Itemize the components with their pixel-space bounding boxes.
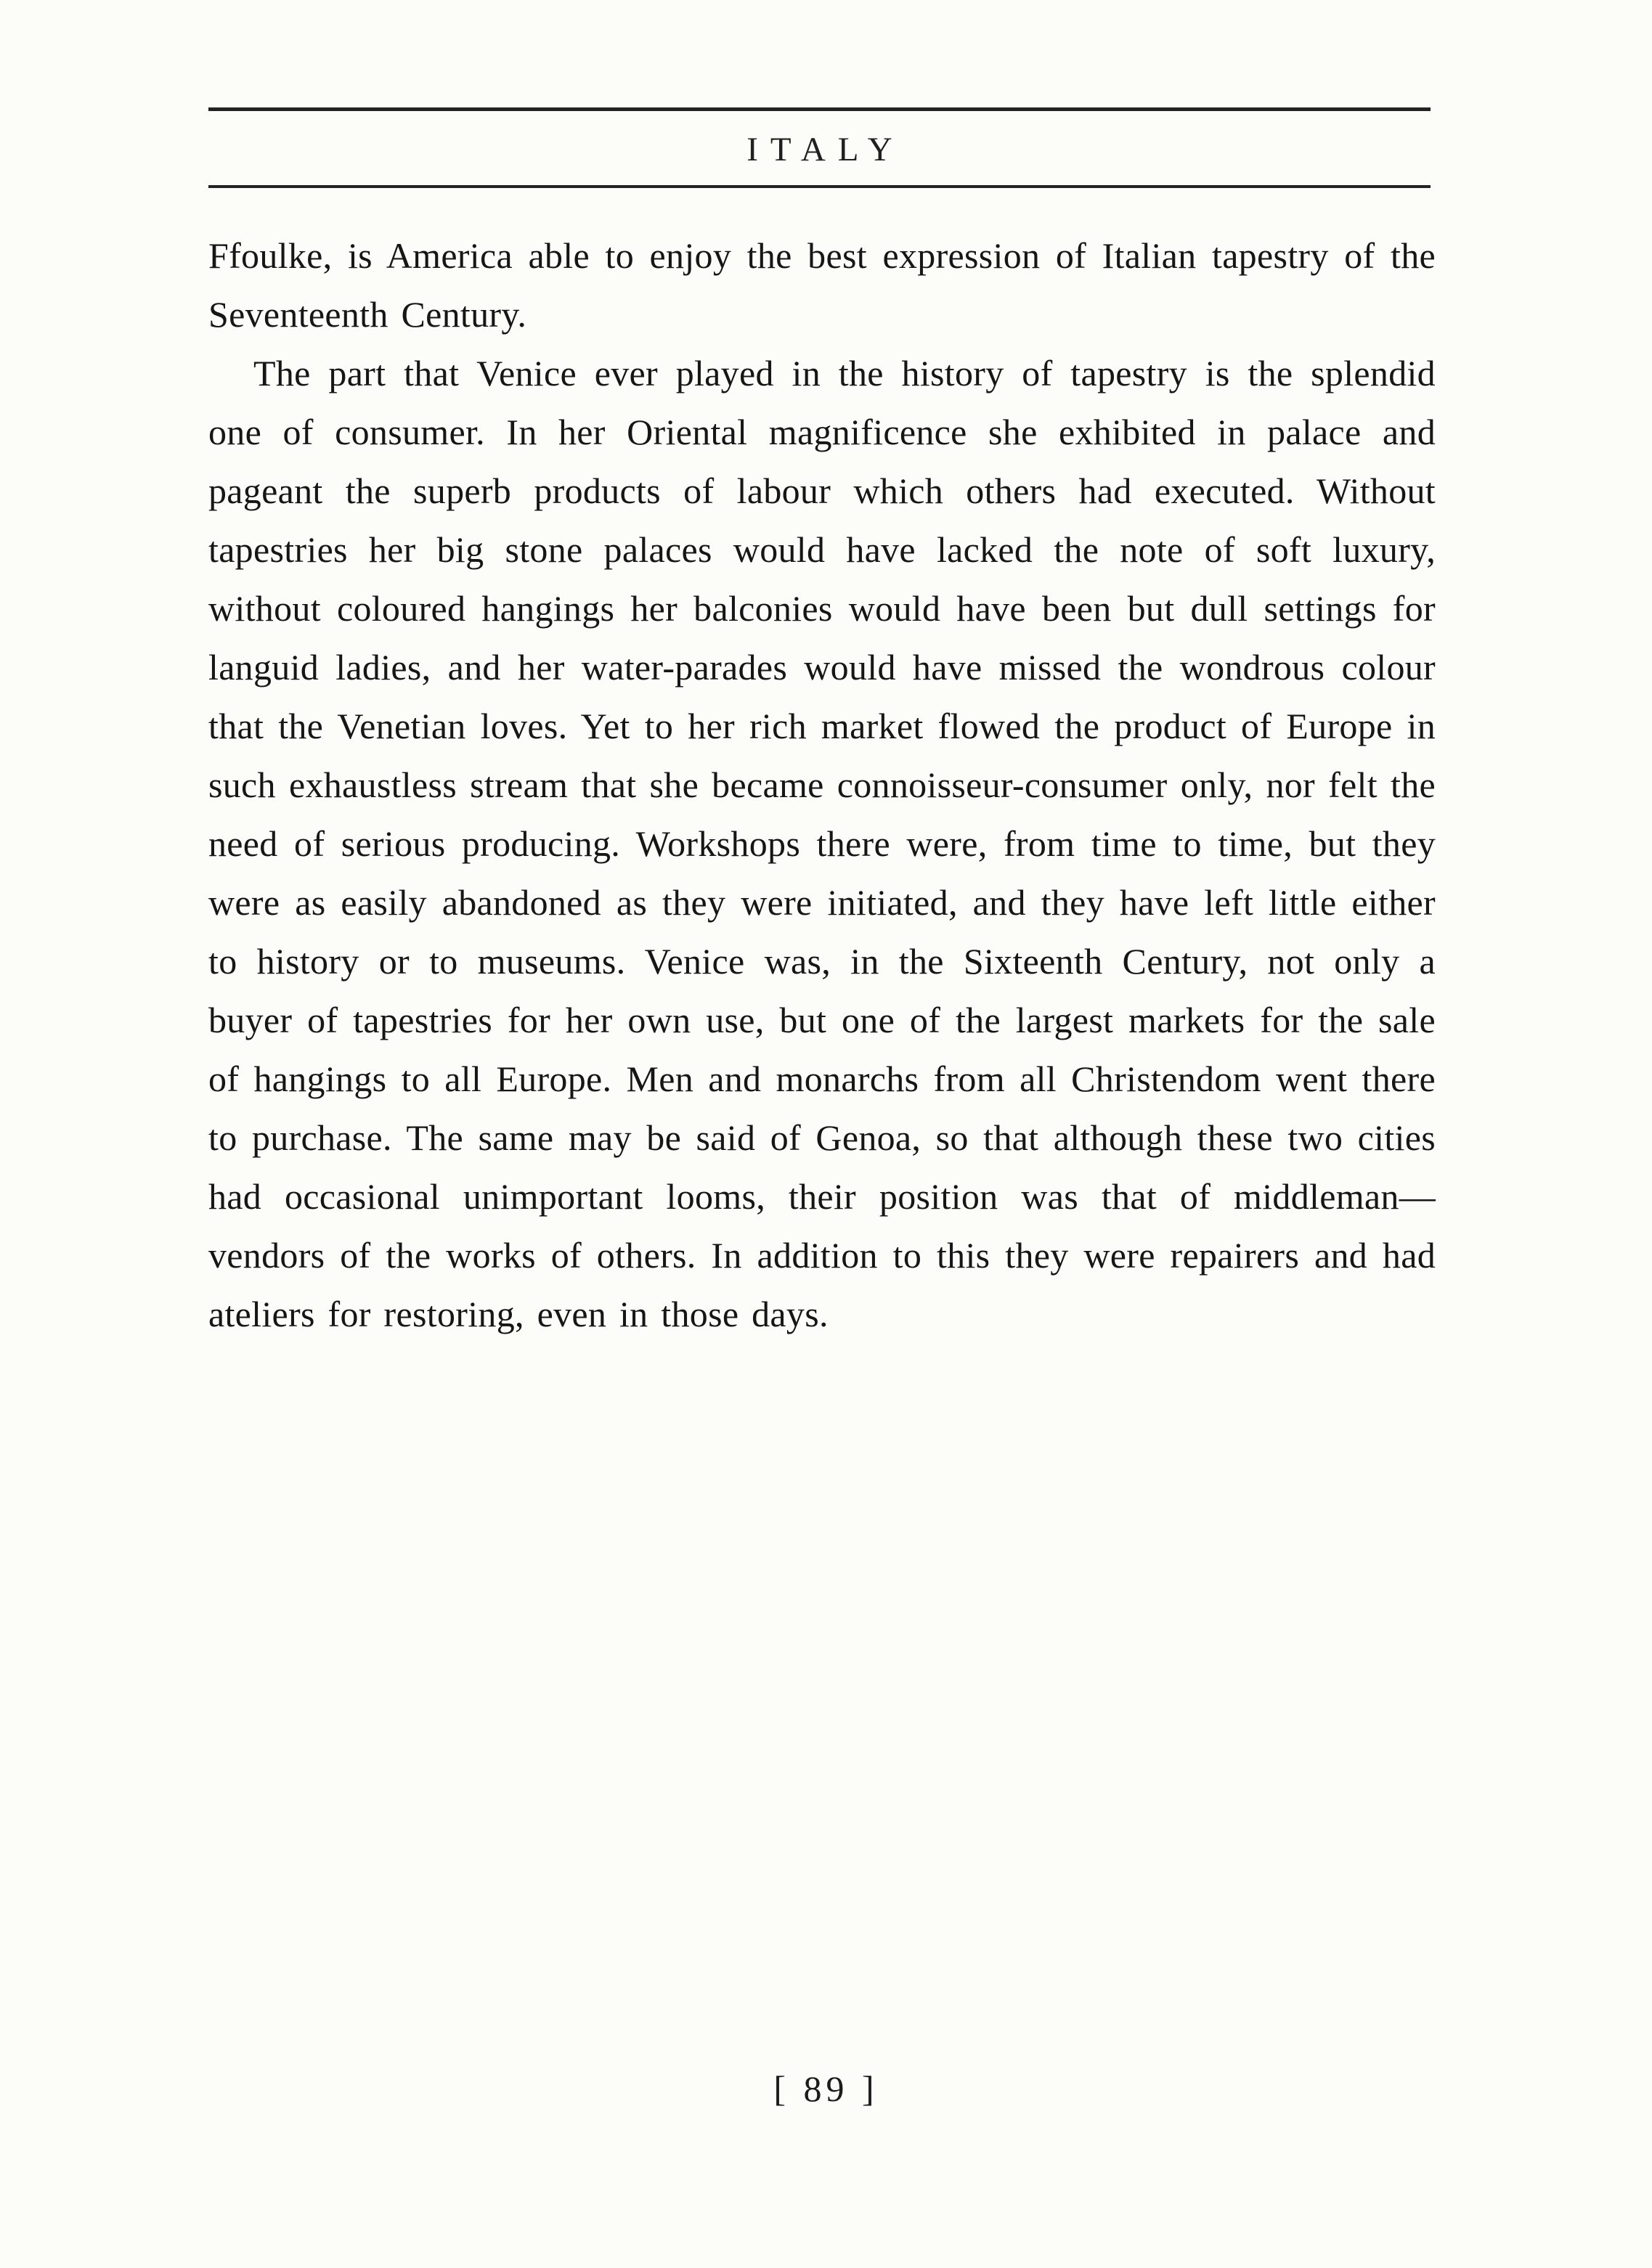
paragraph: Ffoulke, is America able to enjoy the best expression of Italian tapestry of the Seventeenth Century. [208, 235, 1436, 335]
header-rule-bottom [208, 185, 1431, 188]
paragraph: The part that Venice ever played in the history of tapestry is the splendid one of consumer. In her Oriental magnificence she exhibited in palace and pageant the superb products of labour which others had executed. Without tapestries her big stone palaces would have lacked the note of soft luxury, without coloured hangings her balconies would have been but dull settings for languid ladies, and her water-parades would have missed the wondrous colour that the Venetian loves. Yet to her rich market flowed the product of Europe in such exhaustless stream that she became connoisseur-consumer only, nor felt the need of serious producing. Workshops there were, from time to time, but they were as easily abandoned as they were initiated, and they have left little either to history or to museums. Venice was, in the Sixteenth Century, not only a buyer of tapestries for her own use, but one of the largest markets for the sale of hangings to all Europe. Men and monarchs from all Christendom went there to purchase. The same may be said of Genoa, so that although these two cities had occasional unimportant looms, their position was that of middleman—vendors of the works of others. In addition to this they were repairers and had ateliers for restoring, even in those days. [208, 353, 1436, 1334]
page-number: [ 89 ] [773, 2068, 879, 2109]
page-heading: ITALY [746, 131, 905, 168]
body-text [208, 227, 1436, 1344]
running-head [208, 107, 1431, 188]
